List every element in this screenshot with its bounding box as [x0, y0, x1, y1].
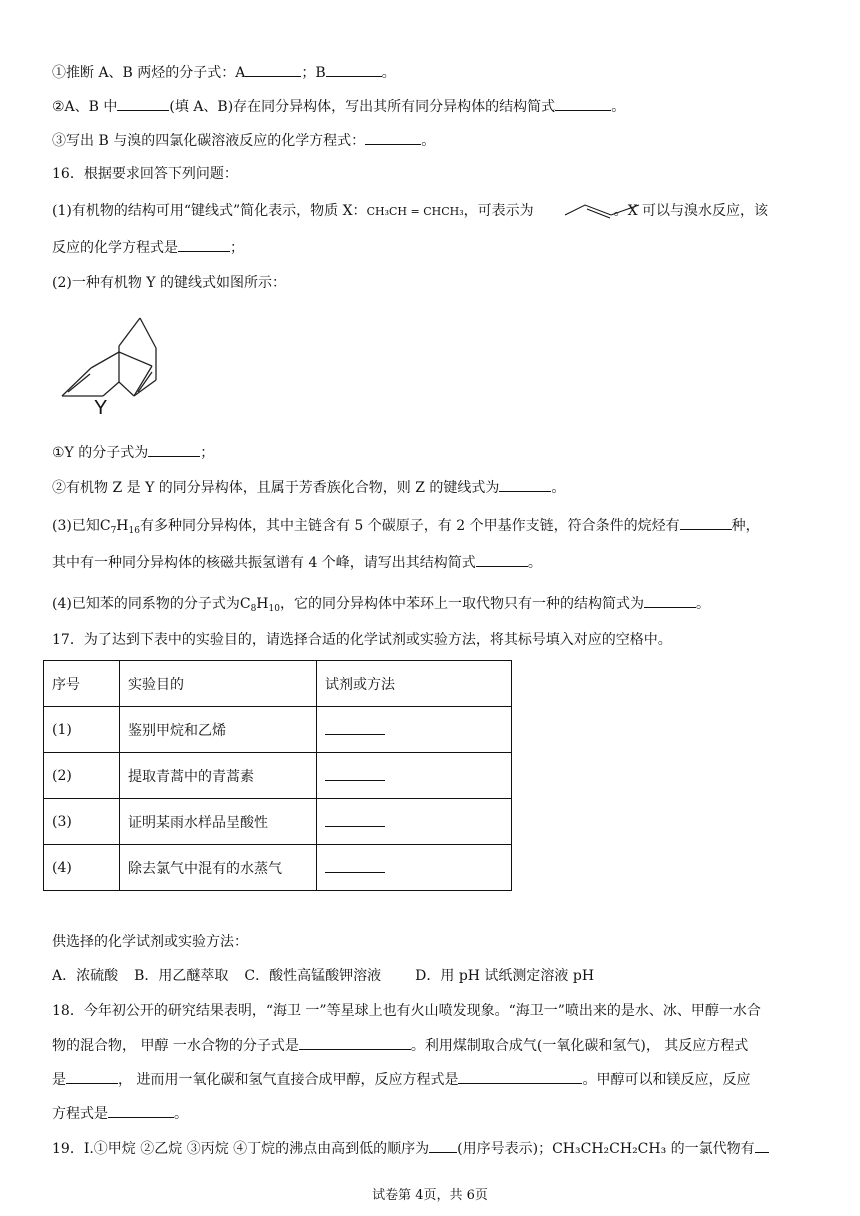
text: (4)已知苯的同系物的分子式为: [52, 596, 240, 612]
skeletal-formula-x-icon: [563, 197, 643, 219]
text: ， 进而用一氧化碳和氢气直接合成甲醇，反应方程式是: [118, 1072, 459, 1088]
text: 供选择的化学试剂或实验方法：: [52, 934, 248, 950]
text: 。: [695, 596, 710, 612]
text: 。: [174, 1106, 188, 1122]
answer-cell[interactable]: [317, 707, 512, 753]
text: 方程式是: [52, 1106, 108, 1122]
text: 种，: [731, 518, 760, 534]
answer-blank[interactable]: [117, 96, 169, 111]
answer-blank[interactable]: [365, 130, 421, 145]
table-row: [44, 799, 512, 845]
text: ③写出 B 与溴的四氯化碳溶液反应的化学方程式：: [52, 133, 366, 149]
table-row: [44, 753, 512, 799]
text: 。: [421, 133, 436, 149]
q17-heading: [52, 630, 672, 650]
text: ；: [230, 240, 244, 256]
answer-blank[interactable]: [108, 1103, 174, 1118]
text: (3)已知: [52, 518, 100, 534]
option-c: C．酸性高锰酸钾溶液: [244, 968, 382, 984]
row-goal: 除去氯气中混有的水蒸气: [120, 845, 317, 891]
column-header: 试剂或方法: [317, 661, 512, 707]
text: 是: [52, 1072, 66, 1088]
text: 。: [527, 555, 542, 571]
answer-blank[interactable]: [148, 442, 200, 457]
figure-label-y: Y: [94, 397, 108, 419]
text: 其中有一种同分异构体的核磁共振氢谱有 4 个峰，请写出其结构简式: [52, 555, 476, 571]
row-number: (3): [44, 799, 120, 845]
table-row: [44, 707, 512, 753]
text: ；B: [301, 65, 326, 81]
text: (用序号表示)；CH₃CH₂CH₂CH₃ 的一氯代物有: [457, 1141, 755, 1157]
q18-line-4: [52, 1103, 188, 1124]
text: ②有机物 Z 是 Y 的同分异构体，且属于芳香族化合物，则 Z 的键线式为: [52, 480, 500, 496]
q15-line-3: [52, 130, 435, 151]
text: 。: [381, 65, 396, 81]
text: (1)有机物的结构可用“键线式”简化表示，物质 X：: [52, 203, 367, 219]
text: (2)一种有机物 Y 的键线式如图所示：: [52, 275, 286, 291]
q17-options: [52, 966, 594, 986]
q16-sub2: [52, 477, 565, 498]
q16-part1-line1: [52, 201, 768, 222]
molecule-y-figure: [48, 308, 168, 426]
text: 19．I.①甲烷 ②乙烷 ③丙烷 ④丁烷的沸点由高到低的顺序为: [52, 1141, 430, 1157]
answer-blank[interactable]: [644, 593, 696, 608]
q18-line-1: [52, 1001, 761, 1021]
option-a: A．浓硫酸: [52, 968, 119, 984]
experiment-table: [43, 660, 512, 891]
text: 。: [551, 480, 566, 496]
text: 。甲醇可以和镁反应，反应: [582, 1072, 751, 1088]
answer-blank[interactable]: [680, 515, 732, 530]
answer-blank[interactable]: [429, 1138, 457, 1153]
q17-options-title: [52, 932, 248, 952]
answer-blank[interactable]: [245, 62, 301, 77]
answer-blank[interactable]: [299, 1035, 411, 1050]
row-number: (1): [44, 707, 120, 753]
text: ①Y 的分子式为: [52, 445, 149, 461]
text: 。X 可以与溴水反应，该: [613, 203, 769, 219]
q16-part4: [52, 593, 710, 619]
answer-blank[interactable]: [325, 812, 385, 827]
q18-line-2: [52, 1035, 748, 1056]
row-number: (2): [44, 753, 120, 799]
table-header-row: [44, 661, 512, 707]
text: ②A、B 中: [52, 99, 118, 115]
text: 有多种同分异构体，其中主链含有 5 个碳原子，有 2 个甲基作支链，符合条件的烷烃有: [139, 518, 680, 534]
text: 16．根据要求回答下列问题：: [52, 166, 238, 182]
text: 17．为了达到下表中的实验目的，请选择合适的化学试剂或实验方法，将其标号填入对应的空格中。: [52, 632, 672, 648]
column-header: 实验目的: [120, 661, 317, 707]
q15-line-1: [52, 62, 396, 83]
text: 18．今年初公开的研究结果表明，“海卫 一”等星球上也有火山喷发现象。“海卫一”喷出来的是水、冰、甲醇一水合: [52, 1003, 761, 1019]
column-header: 序号: [44, 661, 120, 707]
answer-blank[interactable]: [178, 237, 230, 252]
q16-part3-line2: [52, 552, 542, 573]
text: ，它的同分异构体中苯环上一取代物只有一种的结构简式为: [279, 596, 644, 612]
answer-blank[interactable]: [326, 62, 382, 77]
formula-c8h10: $C_8H_{10}$: [239, 596, 280, 614]
answer-blank[interactable]: [476, 552, 528, 567]
formula-c7h16: $C_7H_{16}$: [99, 518, 140, 536]
answer-blank[interactable]: [458, 1069, 582, 1084]
q16-part3-line1: [52, 515, 760, 541]
option-d: D．用 pH 试纸测定溶液 pH: [415, 968, 595, 984]
text: 物的混合物， 甲醇 一水合物的分子式是: [52, 1038, 299, 1054]
page-footer: 试卷第 4页，共 6页: [372, 1188, 488, 1203]
row-number: (4): [44, 845, 120, 891]
q19-line-1: [52, 1138, 769, 1159]
q16-part2-intro: [52, 273, 286, 293]
text: 反应的化学方程式是: [52, 240, 178, 256]
answer-blank[interactable]: [499, 477, 551, 492]
answer-cell[interactable]: [317, 753, 512, 799]
text: ；: [200, 445, 215, 461]
text: (填 A、B)存在同分异构体，写出其所有同分异构体的结构简式: [169, 99, 556, 115]
answer-blank[interactable]: [325, 766, 385, 781]
answer-cell[interactable]: [317, 799, 512, 845]
formula-x: CH₃CH = CHCH₃: [366, 205, 464, 218]
q15-line-2: [52, 96, 625, 117]
answer-blank[interactable]: [555, 96, 611, 111]
text: ，可表示为: [463, 203, 534, 219]
q16-part1-line2: [52, 237, 244, 258]
answer-blank[interactable]: [325, 858, 385, 873]
option-b: B．用乙醚萃取: [134, 968, 229, 984]
q16-sub1: [52, 442, 214, 463]
text: ①推断 A、B 两烃的分子式：A: [52, 65, 246, 81]
text: 。利用煤制取合成气(一氧化碳和氢气)， 其反应方程式: [410, 1038, 749, 1054]
row-goal: 证明某雨水样品呈酸性: [120, 799, 317, 845]
row-goal: 鉴别甲烷和乙烯: [120, 707, 317, 753]
text: 。: [611, 99, 626, 115]
table-row: [44, 845, 512, 891]
q16-heading: [52, 164, 238, 184]
answer-blank[interactable]: [755, 1138, 769, 1153]
answer-blank[interactable]: [325, 720, 385, 735]
answer-cell[interactable]: [317, 845, 512, 891]
row-goal: 提取青蒿中的青蒿素: [120, 753, 317, 799]
q18-line-3: [52, 1069, 750, 1090]
answer-blank[interactable]: [66, 1069, 118, 1084]
